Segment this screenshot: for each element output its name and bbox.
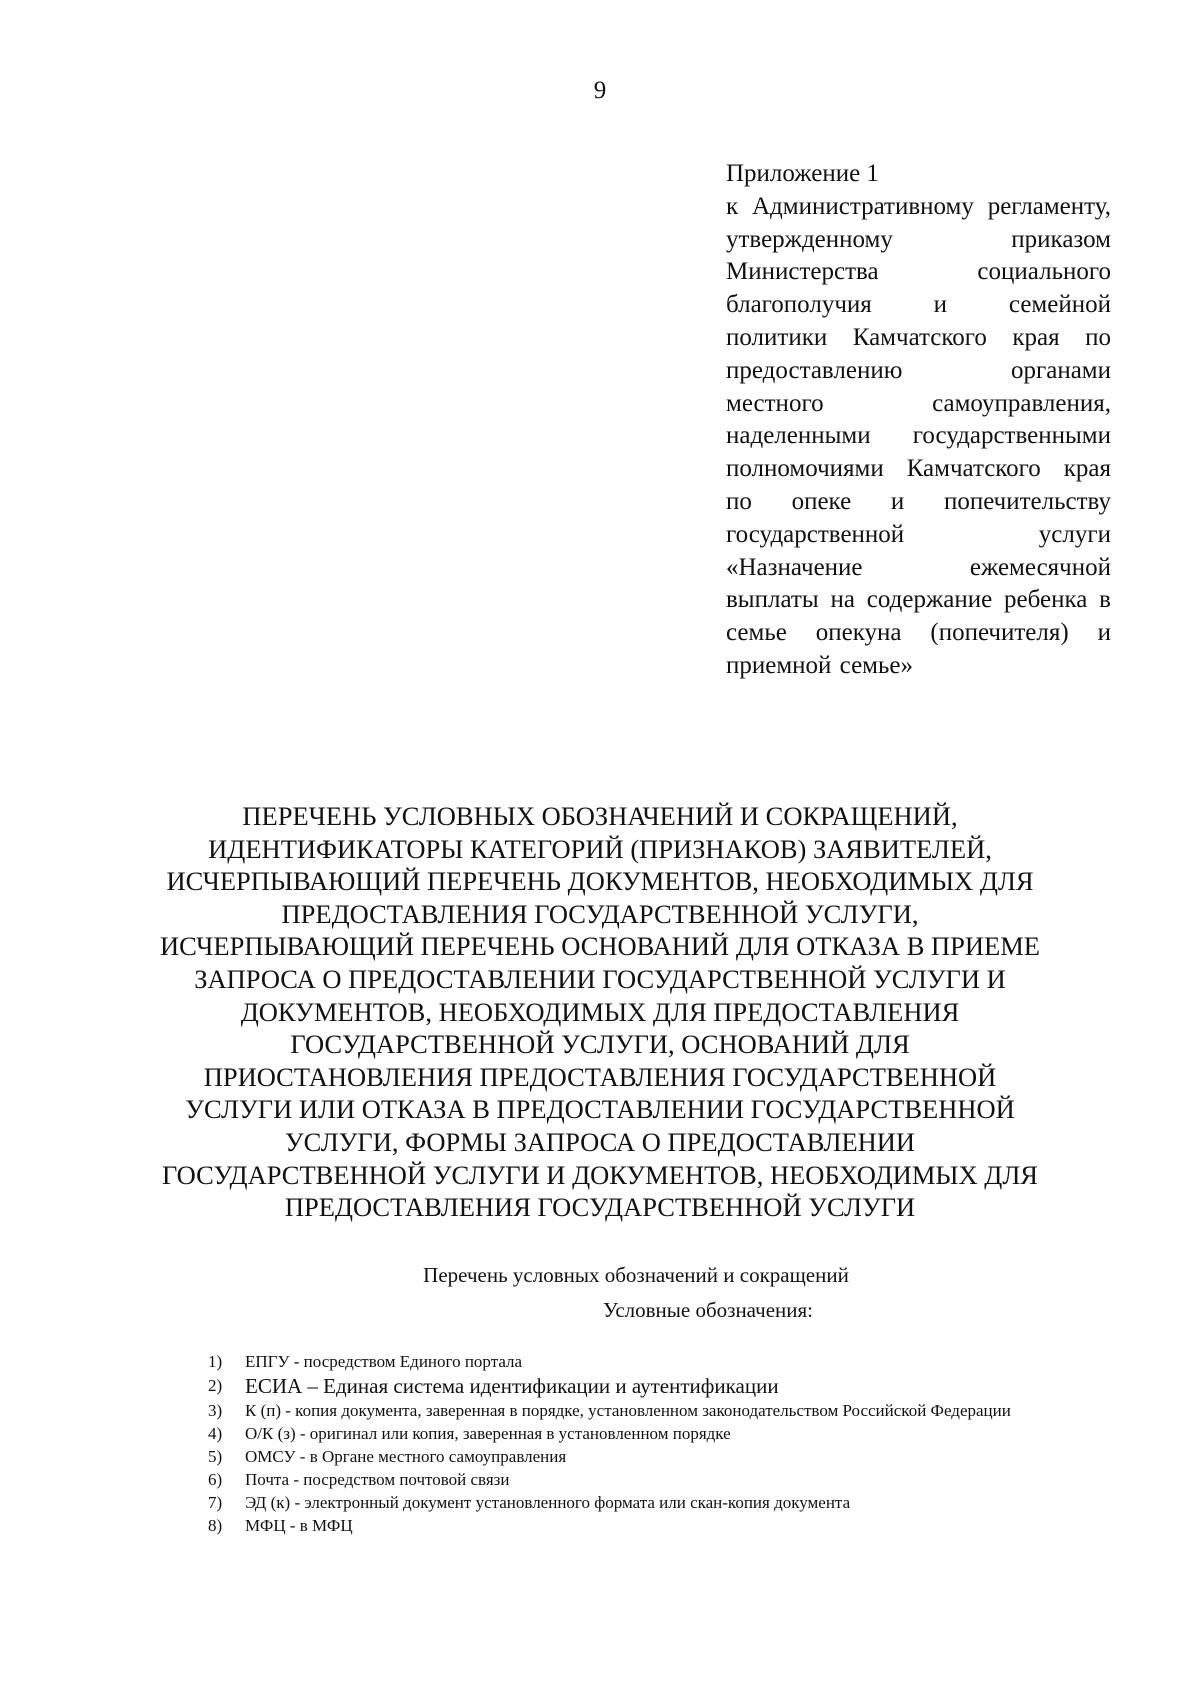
list-item: [190, 1445, 1120, 1468]
heading-line: ИСЧЕРПЫВАЮЩИЙ ПЕРЕЧЕНЬ ОСНОВАНИЙ ДЛЯ ОТКАЗА В ПРИЕМЕ: [160, 931, 1040, 962]
heading-line: ГОСУДАРСТВЕННОЙ УСЛУГИ И ДОКУМЕНТОВ, НЕОБХОДИМЫХ ДЛЯ: [162, 1159, 1038, 1190]
section-subheading: Перечень условных обозначений и сокращений: [423, 1263, 849, 1287]
list-item: [190, 1491, 1120, 1514]
heading-line: ИСЧЕРПЫВАЮЩИЙ ПЕРЕЧЕНЬ ДОКУМЕНТОВ, НЕОБХОДИМЫХ ДЛЯ: [166, 866, 1034, 897]
heading-line: ПРЕДОСТАВЛЕНИЯ ГОСУДАРСТВЕННОЙ УСЛУГИ: [284, 1192, 916, 1223]
list-item-text: ОМСУ - в Органе местного самоуправления: [245, 1447, 567, 1466]
abbreviation-list: [190, 1350, 1120, 1537]
list-item-text: ЭД (к) - электронный документ установленного формата или скан-копия документа: [245, 1493, 851, 1512]
heading-line: ИДЕНТИФИКАТОРЫ КАТЕГОРИЙ (ПРИЗНАКОВ) ЗАЯВИТЕЛЕЙ,: [208, 833, 992, 864]
list-item-number: 3): [208, 1401, 223, 1420]
list-item: [190, 1468, 1120, 1491]
list-item-text: МФЦ - в МФЦ: [245, 1516, 353, 1535]
list-item: [190, 1399, 1120, 1422]
list-item-number: 4): [208, 1424, 223, 1443]
heading-line: УСЛУГИ ИЛИ ОТКАЗА В ПРЕДОСТАВЛЕНИИ ГОСУДАРСТВЕННОЙ: [185, 1094, 1015, 1125]
list-item-number: 6): [208, 1470, 223, 1489]
heading-line: УСЛУГИ, ФОРМЫ ЗАПРОСА О ПРЕДОСТАВЛЕНИИ: [284, 1126, 916, 1157]
section-subheading-conventions: Условные обозначения:: [602, 1298, 814, 1322]
list-item-text: К (п) - копия документа, заверенная в порядке, установленном законодательством Российской Федерации: [245, 1401, 1011, 1420]
list-item: [190, 1422, 1120, 1445]
heading-line: ГОСУДАРСТВЕННОЙ УСЛУГИ, ОСНОВАНИЙ ДЛЯ: [290, 1029, 910, 1060]
main-heading: [120, 800, 1080, 1224]
list-item-number: 7): [208, 1493, 223, 1512]
list-item-text: ЕСИА – Единая система идентификации и аутентификации: [245, 1374, 779, 1398]
list-item-text: О/К (з) - оригинал или копия, заверенная в установленном порядке: [245, 1424, 731, 1443]
heading-line: ЗАПРОСА О ПРЕДОСТАВЛЕНИИ ГОСУДАРСТВЕННОЙ УСЛУГИ И: [194, 963, 1006, 994]
list-item-text: ЕПГУ - посредством Единого портала: [245, 1352, 523, 1371]
heading-line: ПРЕДОСТАВЛЕНИЯ ГОСУДАРСТВЕННОЙ УСЛУГИ,: [281, 898, 919, 929]
list-item: [190, 1373, 1120, 1399]
list-item: [190, 1350, 1120, 1373]
list-item-number: 5): [208, 1447, 223, 1466]
list-item-number: 1): [208, 1352, 223, 1371]
list-item: [190, 1514, 1120, 1537]
appendix-text: к Административному регламенту, утвержденному приказом Министерства социального благополучия и семейной политики Камчатского края по предоставлению органами местного самоуправления, наделенными государственными полномочиями Камчатского края по опеке и попечительству государственной услуги «Назначение ежемесячной выплаты на содержание ребенка в семье опекуна (попечителя) и приемной семье»: [726, 192, 1111, 679]
heading-line: ПЕРЕЧЕНЬ УСЛОВНЫХ ОБОЗНАЧЕНИЙ И СОКРАЩЕНИЙ,: [242, 801, 958, 831]
heading-line: ДОКУМЕНТОВ, НЕОБХОДИМЫХ ДЛЯ ПРЕДОСТАВЛЕНИЯ: [240, 996, 960, 1027]
heading-line: ПРИОСТАНОВЛЕНИЯ ПРЕДОСТАВЛЕНИЯ ГОСУДАРСТВЕННОЙ: [203, 1061, 997, 1092]
list-item-text: Почта - посредством почтовой связи: [245, 1470, 510, 1489]
page-number: 9: [593, 77, 607, 104]
appendix-title: Приложение 1: [726, 160, 879, 187]
appendix-block: [726, 158, 1111, 683]
list-item-number: 8): [208, 1516, 223, 1535]
list-item-number: 2): [208, 1376, 223, 1395]
